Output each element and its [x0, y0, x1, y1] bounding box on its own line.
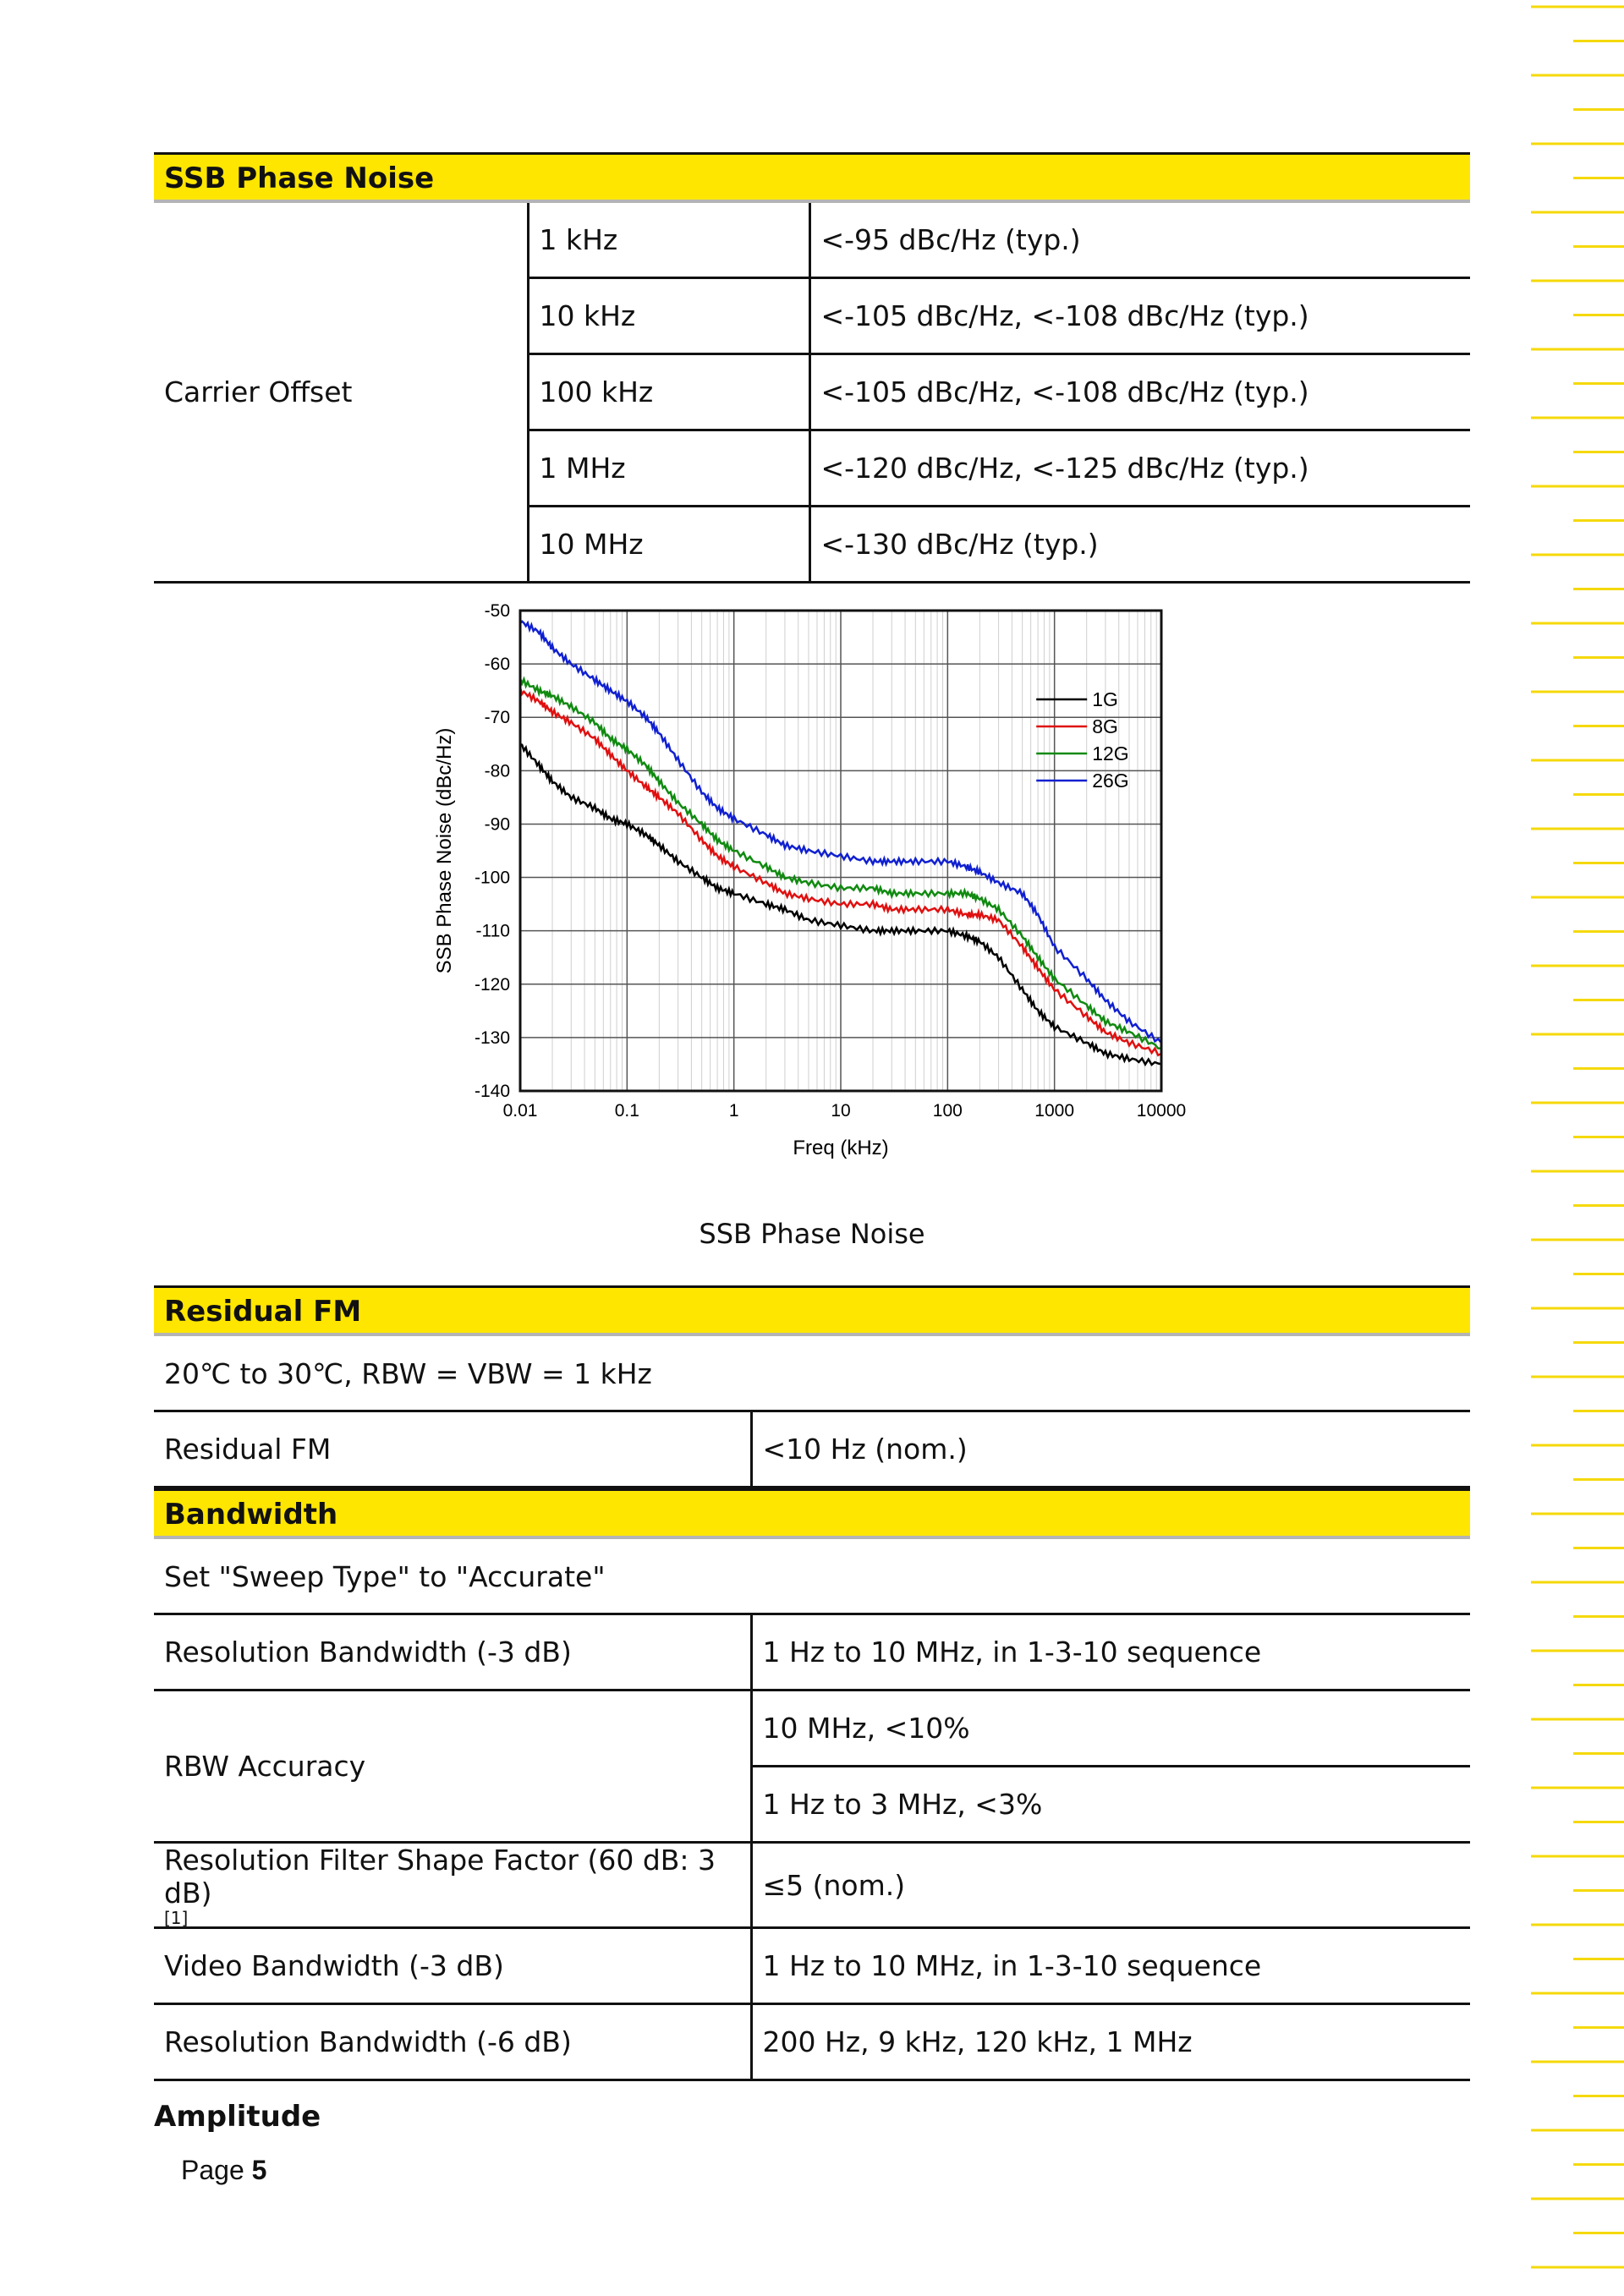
page-number [181, 2155, 266, 2186]
residual-fm-table [154, 1412, 1470, 1488]
shape-factor-value: ≤5 (nom.) [751, 1843, 1470, 1928]
table-row [154, 1928, 1470, 2004]
residual-fm-condition: 20℃ to 30℃, RBW = VBW = 1 kHz [154, 1336, 1470, 1412]
y-tick-label: -90 [484, 814, 510, 835]
x-tick-label: 0.1 [614, 1101, 639, 1121]
offset-cell: 1 kHz [528, 203, 809, 278]
chart-caption: SSB Phase Noise [699, 1218, 925, 1250]
x-axis-label: Freq (kHz) [793, 1137, 889, 1159]
offset-cell: 10 MHz [528, 507, 809, 583]
table-row [154, 1843, 1470, 1928]
y-tick-label: -50 [484, 601, 510, 621]
bandwidth-condition: Set "Sweep Type" to "Accurate" [154, 1539, 1470, 1615]
table-row [154, 1412, 1470, 1488]
y-tick-label: -110 [475, 921, 510, 941]
legend-label: 1G [1092, 688, 1118, 710]
vbw-value: 1 Hz to 10 MHz, in 1-3-10 sequence [751, 1928, 1470, 2004]
residual-fm-value: <10 Hz (nom.) [751, 1412, 1470, 1488]
shape-factor-label: Resolution Filter Shape Factor (60 dB: 3 dB) [164, 1844, 716, 1910]
rbw6-label: Resolution Bandwidth (-6 dB) [154, 2004, 751, 2080]
x-tick-label: 10000 [1136, 1101, 1187, 1121]
y-axis-label: SSB Phase Noise (dBc/Hz) [433, 727, 456, 974]
amplitude-heading: Amplitude [154, 2100, 321, 2134]
residual-fm-label: Residual FM [154, 1412, 751, 1488]
y-tick-label: -60 [484, 655, 510, 675]
table-row [154, 2004, 1470, 2080]
phase-noise-value: <-105 dBc/Hz, <-108 dBc/Hz (typ.) [809, 354, 1470, 430]
rbw-accuracy-value: 10 MHz, <10% [751, 1690, 1470, 1767]
offset-cell: 100 kHz [528, 354, 809, 430]
rbw-accuracy-value: 1 Hz to 3 MHz, <3% [751, 1767, 1470, 1843]
x-tick-label: 100 [932, 1101, 963, 1121]
phase-noise-value: <-95 dBc/Hz (typ.) [809, 203, 1470, 278]
phase-noise-value: <-105 dBc/Hz, <-108 dBc/Hz (typ.) [809, 278, 1470, 354]
x-tick-label: 10 [831, 1101, 851, 1121]
legend-label: 8G [1092, 715, 1118, 737]
section-header-residual-fm: Residual FM [154, 1285, 1470, 1336]
phase-noise-value: <-120 dBc/Hz, <-125 dBc/Hz (typ.) [809, 430, 1470, 507]
table-row [154, 1615, 1470, 1690]
decorative-margin-lines [1531, 0, 1624, 2296]
page-label: Page [181, 2155, 244, 2185]
offset-cell: 10 kHz [528, 278, 809, 354]
y-tick-label: -100 [474, 868, 510, 888]
x-tick-label: 0.01 [502, 1101, 538, 1121]
phase-noise-chart [154, 584, 1470, 1209]
spec-document [154, 152, 1470, 2134]
y-tick-label: -120 [474, 974, 510, 995]
table-row [154, 203, 1470, 278]
rbw-value: 1 Hz to 10 MHz, in 1-3-10 sequence [751, 1615, 1470, 1690]
y-tick-label: -130 [474, 1027, 510, 1048]
bandwidth-table [154, 1615, 1470, 2081]
y-tick-label: -80 [484, 761, 510, 781]
vbw-label: Video Bandwidth (-3 dB) [154, 1928, 751, 2004]
offset-cell: 1 MHz [528, 430, 809, 507]
x-tick-label: 1000 [1034, 1101, 1075, 1121]
x-tick-label: 1 [728, 1101, 739, 1121]
footnote-marker: [1] [164, 1908, 189, 1928]
ssb-phase-noise-table [154, 203, 1470, 584]
phase-noise-chart-area [154, 584, 1470, 1285]
shape-factor-cell [154, 1843, 751, 1928]
y-tick-label: -70 [484, 708, 510, 728]
rbw-label: Resolution Bandwidth (-3 dB) [154, 1615, 751, 1690]
rbw-accuracy-label: RBW Accuracy [154, 1690, 751, 1843]
legend-label: 12G [1092, 743, 1129, 764]
page-number-value: 5 [251, 2155, 267, 2185]
table-row [154, 1690, 1470, 1767]
carrier-offset-label: Carrier Offset [154, 203, 528, 583]
legend-label: 26G [1092, 770, 1129, 792]
y-tick-label: -140 [474, 1082, 510, 1101]
section-header-bandwidth: Bandwidth [154, 1488, 1470, 1539]
phase-noise-value: <-130 dBc/Hz (typ.) [809, 507, 1470, 583]
section-header-ssb-phase-noise: SSB Phase Noise [154, 152, 1470, 203]
rbw6-value: 200 Hz, 9 kHz, 120 kHz, 1 MHz [751, 2004, 1470, 2080]
